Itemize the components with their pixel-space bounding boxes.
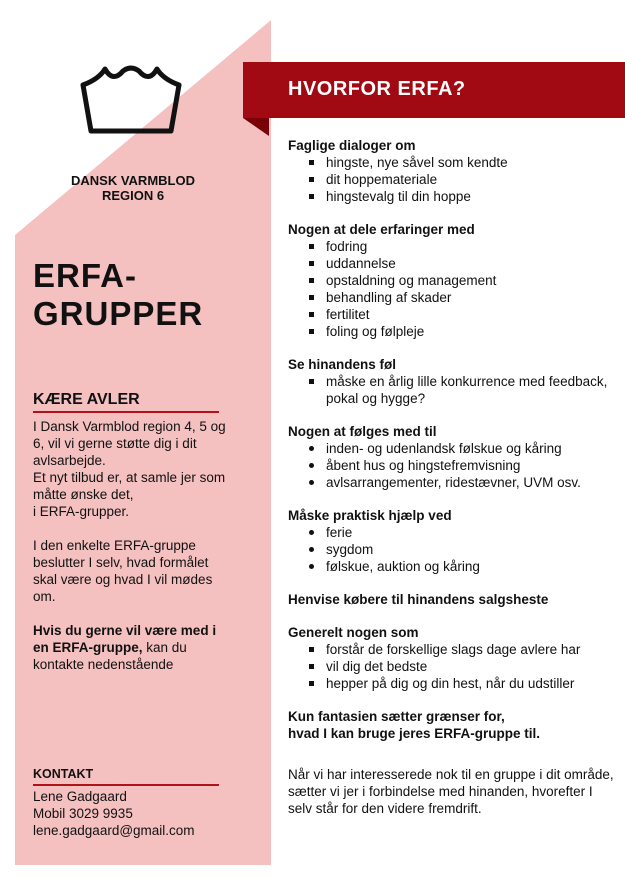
greeting-heading: KÆRE AVLER [33, 391, 219, 413]
call-rest: kan du kontakte nedenstående [33, 640, 187, 672]
reason-section [288, 624, 618, 692]
list-item: dit hoppemateriale [288, 171, 618, 188]
reason-section [288, 221, 618, 340]
list-item: avlsarrangementer, ridestævner, UVM osv. [288, 474, 618, 491]
intro-paragraph-3: i ERFA-grupper. [33, 504, 130, 519]
intro-text [33, 418, 233, 673]
title-line-1: ERFA- [33, 257, 137, 294]
section-heading: Nogen at dele erfaringer med [288, 222, 475, 237]
reasons-list [288, 137, 618, 692]
section-heading: Måske praktisk hjælp ved [288, 508, 452, 523]
closing-line-2: hvad I kan bruge jeres ERFA-gruppe til. [288, 726, 541, 741]
main-content [288, 137, 618, 817]
final-text: Når vi har interesserede nok til en gruppe i dit område, sætter vi jer i forbindelse med hinanden, hvorefter I selv står for den videre fremdrift. [288, 767, 614, 816]
contact-heading: KONTAKT [33, 767, 219, 786]
section-heading: Nogen at følges med til [288, 424, 437, 439]
list-item: fertilitet [288, 306, 618, 323]
contact-info [33, 788, 243, 839]
page-title [33, 257, 203, 333]
closing-statement [288, 708, 618, 742]
call-bold: Hvis du gerne vil være med i en ERFA-gruppe, [33, 623, 217, 655]
list-item: inden- og udenlandsk følskue og kåring [288, 440, 618, 457]
bullet-list [288, 154, 618, 205]
intro-paragraph-1: I Dansk Varmblod region 4, 5 og 6, vil vi gerne støtte dig i dit avlsarbejde. [33, 419, 226, 468]
closing-line-1: Kun fantasien sætter grænser for, [288, 709, 505, 724]
intro-paragraph-4: I den enkelte ERFA-gruppe beslutter I selv, hvad formålet skal være og hvad I vil mødes om. [33, 538, 213, 604]
title-line-2: GRUPPER [33, 295, 204, 332]
list-item: ferie [288, 524, 618, 541]
section-heading: Se hinandens føl [288, 357, 397, 372]
list-item: følskue, auktion og kåring [288, 558, 618, 575]
list-item: vil dig det bedste [288, 658, 618, 675]
crown-icon [75, 65, 187, 137]
organization-name [38, 173, 228, 203]
reason-section [288, 507, 618, 575]
list-item: måske en årlig lille konkurrence med feedback, pokal og hygge? [288, 373, 618, 407]
intro-paragraph-2: Et nyt tilbud er, at samle jer som måtte ønske det, [33, 470, 226, 502]
contact-email: lene.gadgaard@gmail.com [33, 823, 195, 838]
bullet-list [288, 373, 618, 407]
section-heading: Generelt nogen som [288, 625, 419, 640]
list-item: hepper på dig og din hest, når du udstiller [288, 675, 618, 692]
list-item: forstår de forskellige slags dage avlere har [288, 641, 618, 658]
list-item: hingste, nye såvel som kendte [288, 154, 618, 171]
list-item: uddannelse [288, 255, 618, 272]
reason-section [288, 423, 618, 491]
org-region: REGION 6 [101, 188, 165, 203]
org-name: DANSK VARMBLOD [71, 173, 195, 188]
banner-title: HVORFOR ERFA? [288, 78, 466, 100]
list-item: hingstevalg til din hoppe [288, 188, 618, 205]
list-item: foling og følpleje [288, 323, 618, 340]
list-item: fodring [288, 238, 618, 255]
bullet-list [288, 641, 618, 692]
section-heading: Faglige dialoger om [288, 138, 416, 153]
bullet-list [288, 440, 618, 491]
list-item: opstaldning og management [288, 272, 618, 289]
reason-section [288, 137, 618, 205]
bullet-list [288, 238, 618, 340]
section-heading: Henvise købere til hinandens salgsheste [288, 592, 549, 607]
reason-section [288, 591, 618, 608]
list-item: sygdom [288, 541, 618, 558]
contact-name: Lene Gadgaard [33, 789, 127, 804]
contact-phone: Mobil 3029 9935 [33, 806, 133, 821]
bullet-list [288, 524, 618, 575]
list-item: behandling af skader [288, 289, 618, 306]
call-to-action [33, 622, 233, 673]
final-paragraph [288, 766, 618, 817]
reason-section [288, 356, 618, 407]
list-item: åbent hus og hingstefremvisning [288, 457, 618, 474]
